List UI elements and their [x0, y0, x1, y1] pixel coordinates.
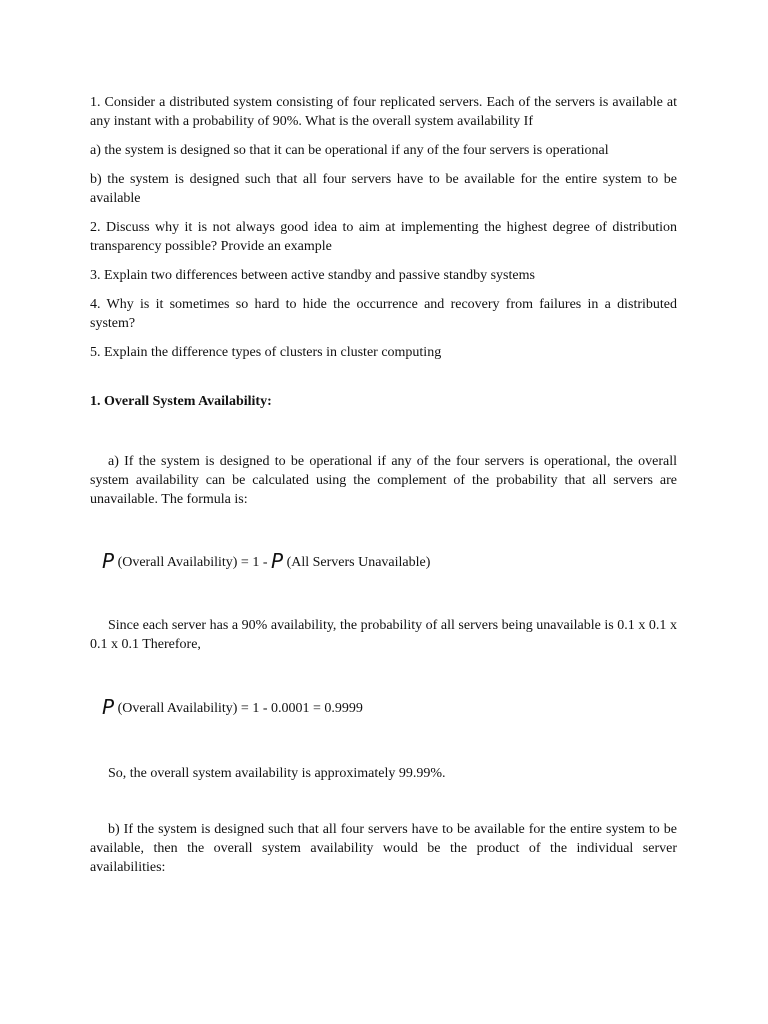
answer-part-b-intro: b) If the system is designed such that all four servers have to be available for the entire system to be available, then the overall system availability would be the product of the individual server availabilities: [90, 822, 677, 875]
probability-symbol: P [102, 695, 115, 719]
formula-right-text: (All Servers Unavailable) [283, 555, 431, 570]
formula-result-text: (Overall Availability) = 1 - 0.0001 = 0.9999 [114, 701, 363, 716]
answer-heading: 1. Overall System Availability: [90, 394, 272, 409]
question-3: 3. Explain two differences between active standby and passive standby systems [90, 268, 535, 283]
formula-availability-complement [90, 549, 677, 573]
formula-left-text: (Overall Availability) = 1 - [114, 555, 271, 570]
probability-symbol: P [271, 549, 284, 573]
question-1: 1. Consider a distributed system consisting of four replicated servers. Each of the servers is available at any instant with a probability of 90%. What is the overall system availability If [90, 95, 677, 129]
question-1b: b) the system is designed such that all four servers have to be available for the entire system to be available [90, 172, 677, 206]
document-body [90, 93, 677, 877]
question-5: 5. Explain the difference types of clusters in cluster computing [90, 345, 442, 360]
question-1a: a) the system is designed so that it can be operational if any of the four servers is operational [90, 143, 609, 158]
question-2: 2. Discuss why it is not always good idea to aim at implementing the highest degree of distribution transparency possible? Provide an example [90, 220, 677, 254]
answer-since-text: Since each server has a 90% availability, the probability of all servers being unavailable is 0.1 x 0.1 x 0.1 x 0.1 Therefore, [90, 618, 677, 652]
question-4: 4. Why is it sometimes so hard to hide the occurrence and recovery from failures in a distributed system? [90, 297, 677, 331]
answer-conclusion-a: So, the overall system availability is approximately 99.99%. [108, 766, 446, 781]
answer-part-a-intro: a) If the system is designed to be operational if any of the four servers is operational, the overall system availability can be calculated using the complement of the probability that all servers are unavailable. The formula is: [90, 454, 677, 507]
formula-availability-result [90, 695, 677, 719]
probability-symbol: P [102, 549, 115, 573]
